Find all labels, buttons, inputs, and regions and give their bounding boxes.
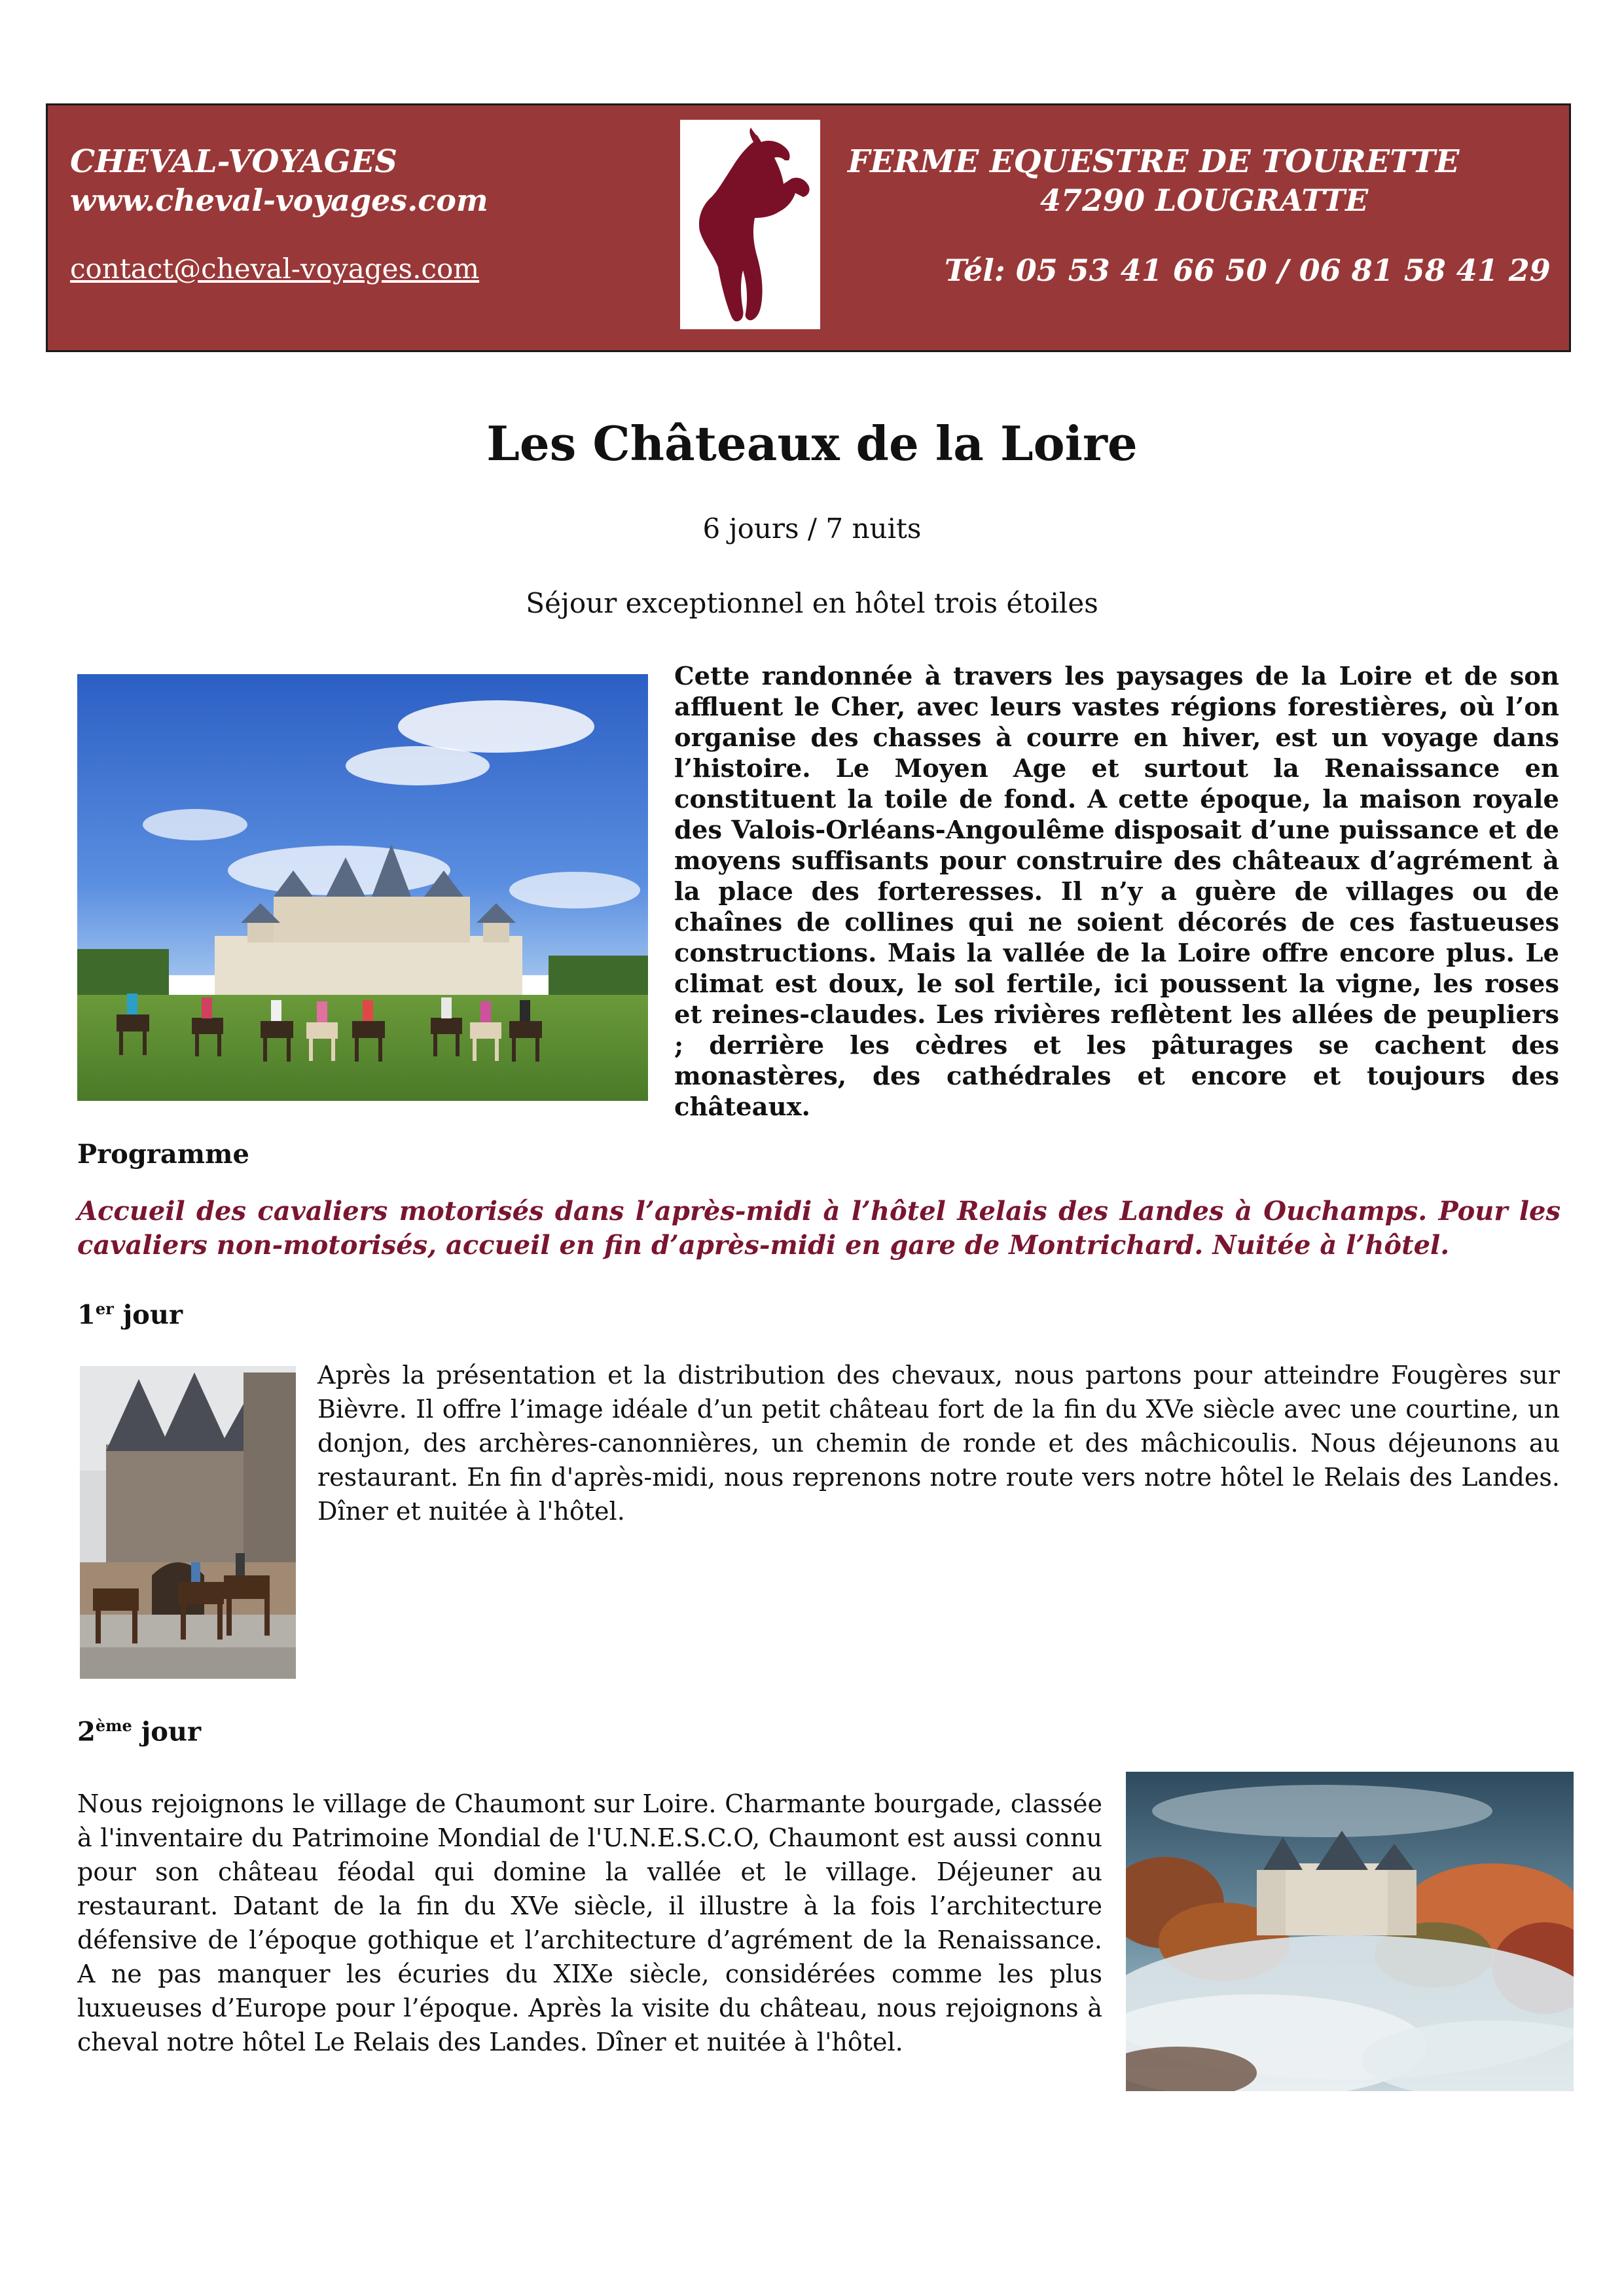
phone-number: Tél: 05 53 41 66 50 / 06 81 58 41 29	[945, 253, 1551, 288]
day-2-number: 2	[77, 1716, 96, 1748]
chambord-riders-photo	[77, 674, 648, 1101]
website-link[interactable]: www.cheval-voyages.com	[70, 183, 488, 218]
fougeres-castle-photo	[80, 1366, 296, 1679]
company-name: CHEVAL-VOYAGES	[70, 143, 397, 180]
chaumont-castle-photo	[1126, 1772, 1574, 2091]
day-1-number: 1	[77, 1299, 96, 1331]
rearing-horse-icon	[680, 120, 820, 329]
day-2-heading	[77, 1716, 201, 1747]
horse-logo	[680, 120, 820, 329]
page-title: Les Châteaux de la Loire	[486, 416, 1138, 471]
arrival-info: Accueil des cavaliers motorisés dans l’après-midi à l’hôtel Relais des Landes à Ouchamps. Pour les cavaliers non-motorisés, accueil en fin d’après-midi en gare de Montrichard. Nuitée à l’hôtel.	[77, 1196, 1561, 1261]
day-2-word: jour	[141, 1716, 202, 1748]
email-link[interactable]: contact@cheval-voyages.com	[70, 253, 480, 285]
day-1-suffix: er	[95, 1299, 114, 1318]
programme-heading: Programme	[77, 1139, 249, 1170]
day-2-text: Nous rejoignons le village de Chaumont sur Loire. Charmante bourgade, classée à l'inventaire du Patrimoine Mondial de l'U.N.E.S.C.O, Chaumont est aussi connu pour son château féodal qui domine la vallée et le village. Déjeuner au restaurant. Datant de la fin du XVe siècle, il illustre à la fois l’architecture défensive de l’époque gothique et l’architecture d’agrément de la Renaissance. A ne pas manquer les écuries du XIXe siècle, considérées comme les plus luxueuses d’Europe pour l’époque. Après la visite du château, nous rejoignons à cheval notre hôtel Le Relais des Landes. Dîner et nuitée à l'hôtel.	[77, 1789, 1102, 2056]
intro-text: Cette randonnée à travers les paysages de la Loire et de son affluent le Cher, avec leurs vastes régions forestières, où l’on organise des chasses à courre en hiver, est un voyage dans l’histoire. Le Moyen Age et surtout la Renaissance en constituent la toile de fond. A cette époque, la maison royale des Valois-Orléans-Angoulême disposait d’une puissance et de moyens suffisants pour construire des châteaux d’agrément à la place des forteresses. Il n’y a guère de villages ou de chaînes de collines qui ne soient décorés de ces fastueuses constructions. Mais la vallée de la Loire offre encore plus. Le climat est doux, le sol fertile, ici poussent la vigne, les roses et reines-claudes. Les rivières reflètent les allées de peupliers ; derrière les cèdres et les pâturages se cachent des monastères, des cathédrales et encore et toujours des châteaux.	[674, 662, 1559, 1122]
day-1-text: Après la présentation et la distribution des chevaux, nous partons pour atteindre Fougères sur Bièvre. Il offre l’image idéale d’un petit château fort de la fin du XVe siècle avec une courtine, un donjon, des archères-canonnières, un chemin de ronde et des mâchicoulis. Nous déjeunons au restaurant. En fin d'après-midi, nous reprenons notre route vers notre hôtel le Relais des Landes. Dîner et nuitée à l'hôtel.	[317, 1361, 1560, 1526]
stay-description: Séjour exceptionnel en hôtel trois étoiles	[526, 587, 1098, 619]
day-2-suffix: ème	[95, 1716, 132, 1735]
day-1-word: jour	[122, 1299, 183, 1331]
farm-address: 47290 LOUGRATTE	[1040, 183, 1369, 218]
header-banner	[46, 103, 1571, 352]
day-1-heading	[77, 1299, 183, 1330]
duration: 6 jours / 7 nuits	[702, 512, 922, 545]
farm-name: FERME EQUESTRE DE TOURETTE	[848, 143, 1460, 180]
